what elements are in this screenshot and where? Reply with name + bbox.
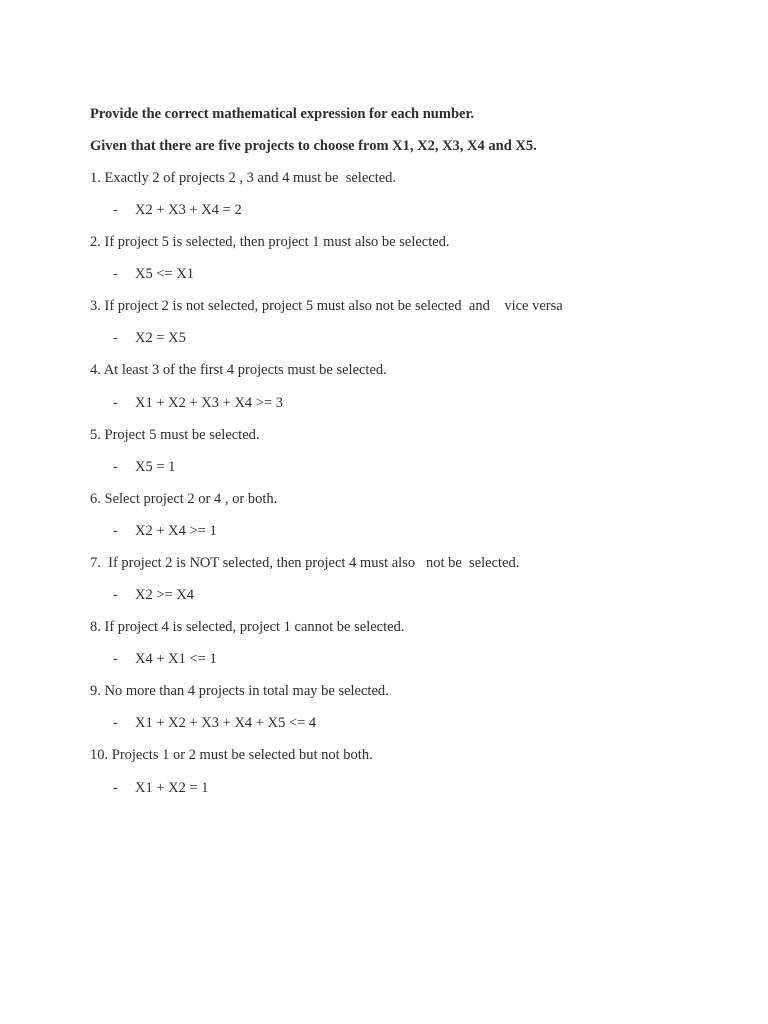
answer-3: X2 = X5 <box>135 330 186 346</box>
bullet-9: - <box>113 715 118 731</box>
answer-10: X1 + X2 = 1 <box>135 780 209 796</box>
bullet-3: - <box>113 330 118 346</box>
answer-4: X1 + X2 + X3 + X4 >= 3 <box>135 395 284 411</box>
question-8: 8. If project 4 is selected, project 1 cannot be selected. <box>90 619 405 635</box>
question-6: 6. Select project 2 or 4 , or both. <box>90 491 278 507</box>
question-4: 4. At least 3 of the first 4 projects must be selected. <box>90 362 387 378</box>
answer-5: X5 = 1 <box>135 459 176 475</box>
bullet-10: - <box>113 780 118 796</box>
question-3: 3. If project 2 is not selected, project 5 must also not be selected and vice versa <box>90 298 563 314</box>
question-1: 1. Exactly 2 of projects 2 , 3 and 4 must be selected. <box>90 170 397 186</box>
answer-8: X4 + X1 <= 1 <box>135 651 217 667</box>
given-statement: Given that there are five projects to choose from X1, X2, X3, X4 and X5. <box>90 138 537 154</box>
question-9: 9. No more than 4 projects in total may be selected. <box>90 683 389 699</box>
answer-7: X2 >= X4 <box>135 587 195 603</box>
answer-6: X2 + X4 >= 1 <box>135 523 217 539</box>
question-7: 7. If project 2 is NOT selected, then project 4 must also not be selected. <box>90 555 520 571</box>
question-2: 2. If project 5 is selected, then project 1 must also be selected. <box>90 234 450 250</box>
bullet-7: - <box>113 587 118 603</box>
answer-9: X1 + X2 + X3 + X4 + X5 <= 4 <box>135 715 317 731</box>
bullet-8: - <box>113 651 118 667</box>
bullet-4: - <box>113 395 118 411</box>
bullet-1: - <box>113 202 118 218</box>
answer-2: X5 <= X1 <box>135 266 195 282</box>
heading: Provide the correct mathematical expression for each number. <box>90 106 475 122</box>
bullet-2: - <box>113 266 118 282</box>
question-10: 10. Projects 1 or 2 must be selected but not both. <box>90 747 373 763</box>
answer-1: X2 + X3 + X4 = 2 <box>135 202 242 218</box>
bullet-6: - <box>113 523 118 539</box>
question-5: 5. Project 5 must be selected. <box>90 427 260 443</box>
bullet-5: - <box>113 459 118 475</box>
